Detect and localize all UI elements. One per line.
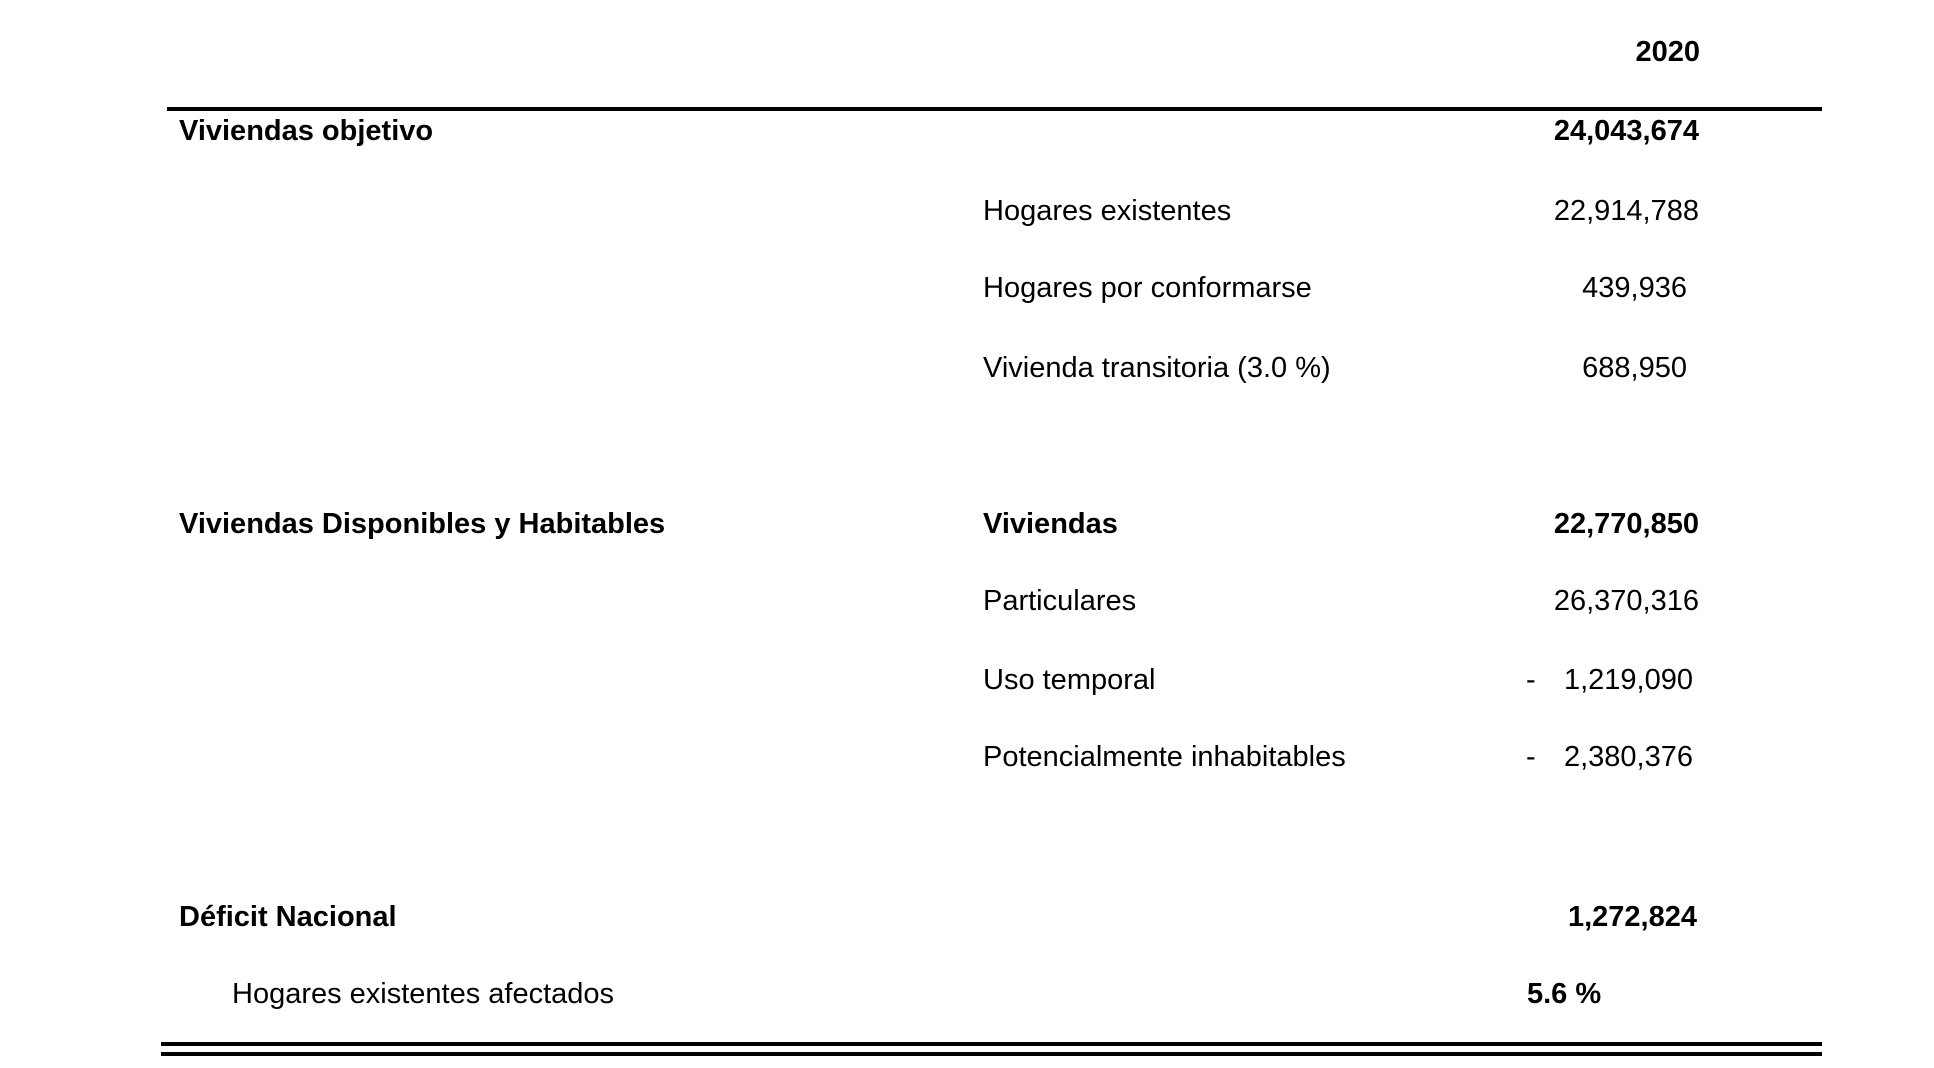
year-header: 2020	[1635, 36, 1700, 68]
total-deficit: 1,272,824	[1567, 901, 1697, 933]
table-bottom-rule-double	[161, 1052, 1822, 1056]
item-sign-potencialmente-inhabitables: -	[1526, 741, 1536, 773]
item-value-vivienda-transitoria: 688,950	[1582, 352, 1687, 384]
total-disponibles: 22,770,850	[1553, 508, 1699, 540]
item-label-hogares-por-conformarse: Hogares por conformarse	[983, 272, 1312, 304]
total-objetivo: 24,043,674	[1553, 115, 1699, 147]
item-label-hogares-existentes: Hogares existentes	[983, 195, 1232, 227]
sub-value-hogares-afectados: 5.6 %	[1527, 978, 1602, 1010]
section-label-disponibles: Viviendas Disponibles y Habitables	[179, 508, 666, 540]
item-value-particulares: 26,370,316	[1553, 585, 1699, 617]
table-bottom-rule	[161, 1042, 1822, 1046]
section-label-objetivo: Viviendas objetivo	[179, 115, 434, 147]
item-label-potencialmente-inhabitables: Potencialmente inhabitables	[983, 741, 1346, 773]
sub-label-hogares-afectados: Hogares existentes afectados	[232, 978, 615, 1010]
item-value-hogares-existentes: 22,914,788	[1553, 195, 1699, 227]
table-top-rule	[167, 107, 1822, 111]
item-sign-uso-temporal: -	[1526, 664, 1536, 696]
item-label-uso-temporal: Uso temporal	[983, 664, 1156, 696]
item-label-vivienda-transitoria: Vivienda transitoria (3.0 %)	[983, 352, 1331, 384]
item-label-particulares: Particulares	[983, 585, 1137, 617]
item-value-uso-temporal: 1,219,090	[1563, 664, 1693, 696]
sublabel-viviendas: Viviendas	[983, 508, 1118, 540]
section-label-deficit: Déficit Nacional	[179, 901, 397, 933]
item-value-hogares-por-conformarse: 439,936	[1582, 272, 1687, 304]
item-value-potencialmente-inhabitables: 2,380,376	[1563, 741, 1693, 773]
